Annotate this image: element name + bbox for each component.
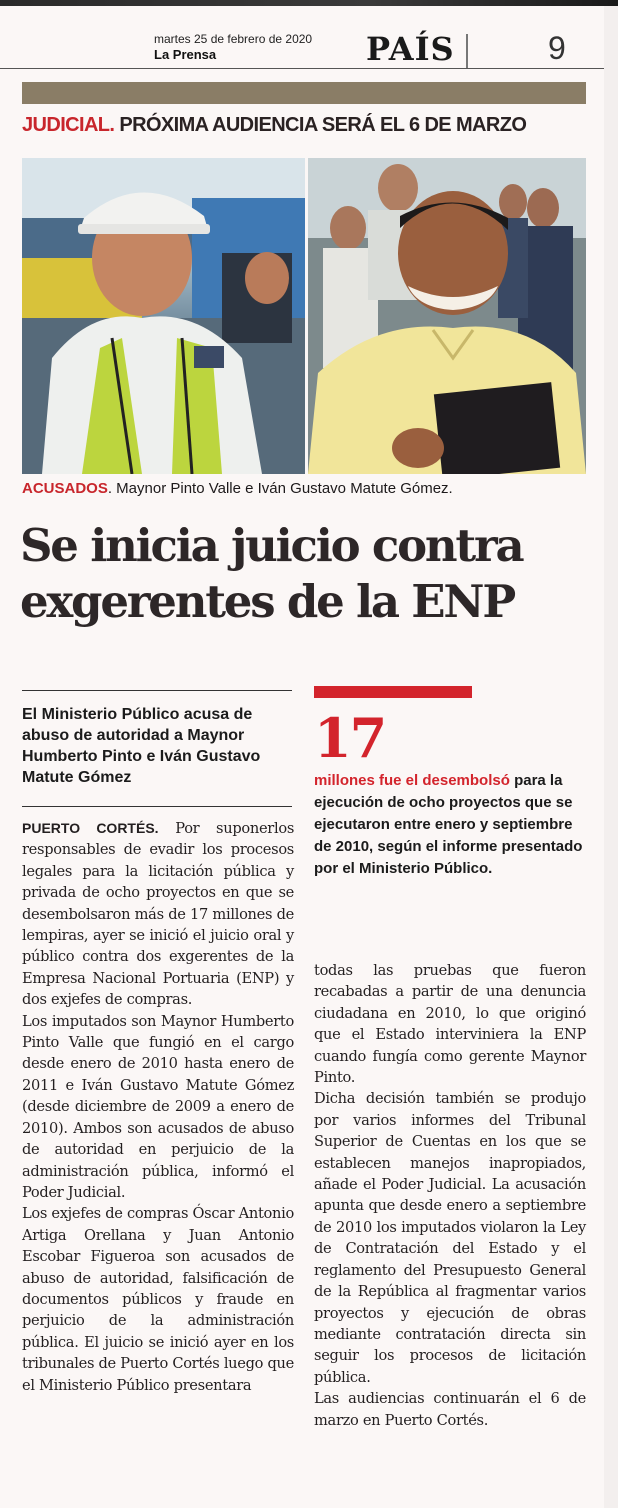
article-paragraph-5: Dicha decisión también se produjo por varios informes del Tribunal Superior de Cuentas en los que se establecen manejos inapropiados, añade el Poder Judicial. La acusación apunta que desde enero a septiembre de 2010 los imputados violaron la Ley de Contratación del Estado y el reglamento del Presupuesto General de la República al fragmentar varios proyectos y ejecución de obras mediante contratación directa sin seguir los procesos de licitación pública. bbox=[314, 1090, 586, 1386]
issue-date: martes 25 de febrero de 2020 bbox=[154, 32, 313, 46]
article-dateline: PUERTO CORTÉS. bbox=[22, 820, 159, 836]
headline-line-1: Se inicia juicio contra bbox=[20, 519, 523, 572]
deck-bottom-rule bbox=[22, 806, 292, 807]
stat-box bbox=[314, 770, 584, 880]
publication-name: La Prensa bbox=[154, 47, 217, 62]
caption-label: ACUSADOS bbox=[22, 480, 108, 497]
stat-highlight: millones fue el desembolsó bbox=[314, 772, 510, 789]
headline bbox=[20, 518, 590, 630]
header-rule bbox=[0, 68, 604, 69]
caption-text: . Maynor Pinto Valle e Iván Gustavo Matute Gómez. bbox=[107, 480, 453, 497]
article-p1: Por suponerlos responsables de evadir los procesos legales para la licitación pública y privada de ocho proyectos en que se desembolsaron más de 17 millones de lempiras, ayer se inició el juicio oral y público contra dos exgerentes de la Empresa Nacional Portuaria (ENP) y dos exjefes de compras. bbox=[22, 820, 295, 1009]
deck-summary: El Ministerio Público acusa de abuso de autoridad a Maynor Humberto Pinto e Iván Gustavo Matute Gómez bbox=[22, 706, 261, 786]
kicker-label: JUDICIAL. bbox=[22, 114, 115, 136]
photo-man-yellow-shirt bbox=[308, 158, 586, 474]
headline-line-2: exgerentes de la ENP bbox=[20, 575, 514, 628]
article-column-left bbox=[22, 818, 294, 1396]
kicker bbox=[22, 114, 586, 137]
stat-red-bar bbox=[314, 686, 472, 698]
photo-caption bbox=[22, 480, 592, 497]
page-number: 9 bbox=[548, 30, 566, 66]
article-paragraph-6: Las audiencias continuarán el 6 de marzo en Puerto Cortés. bbox=[314, 1390, 586, 1429]
article-paragraph-3: Los exjefes de compras Óscar Antonio Artiga Orellana y Juan Antonio Escobar Figueroa son acusados de abuso de autoridad, falsificación de documentos públicos y fraude en perjuicio de la administración pública. El juicio se inició ayer en los tribunales de Puerto Cortés luego que el Ministerio Público presentara bbox=[22, 1205, 294, 1394]
photo-left-illustration bbox=[22, 158, 305, 474]
article-paragraph-1 bbox=[22, 818, 294, 1011]
deck-top-rule bbox=[22, 690, 292, 691]
photo-man-hard-hat bbox=[22, 158, 305, 474]
section-color-bar bbox=[22, 82, 586, 104]
stat-description: para la ejecución de ocho proyectos que se ejecutaron entre enero y septiembre de 2010, según el informe presentado por el Ministerio Público. bbox=[314, 772, 583, 877]
header-separator bbox=[466, 34, 468, 68]
stat-number: 17 bbox=[314, 706, 386, 770]
kicker-text: PRÓXIMA AUDIENCIA SERÁ EL 6 DE MARZO bbox=[119, 114, 527, 136]
article-column-right bbox=[314, 960, 586, 1431]
photo-right-illustration bbox=[308, 158, 586, 474]
article-paragraph-4: todas las pruebas que fueron recabadas a partir de una denuncia ciudadana en 2010, lo que originó que el Estado interviniera la ENP cuando fungía como gerente Maynor Pinto. bbox=[314, 962, 586, 1087]
section-title: PAÍS bbox=[366, 30, 455, 68]
article-paragraph-2: Los imputados son Maynor Humberto Pinto Valle que fungió en el cargo desde enero de 2010 hasta enero de 2011 e Iván Gustavo Matute Gómez (desde diciembre de 2009 a enero de 2010). Ambos son acusados de abuso de autoridad en perjuicio de la administración pública, informó el Poder Judicial. bbox=[22, 1012, 294, 1201]
